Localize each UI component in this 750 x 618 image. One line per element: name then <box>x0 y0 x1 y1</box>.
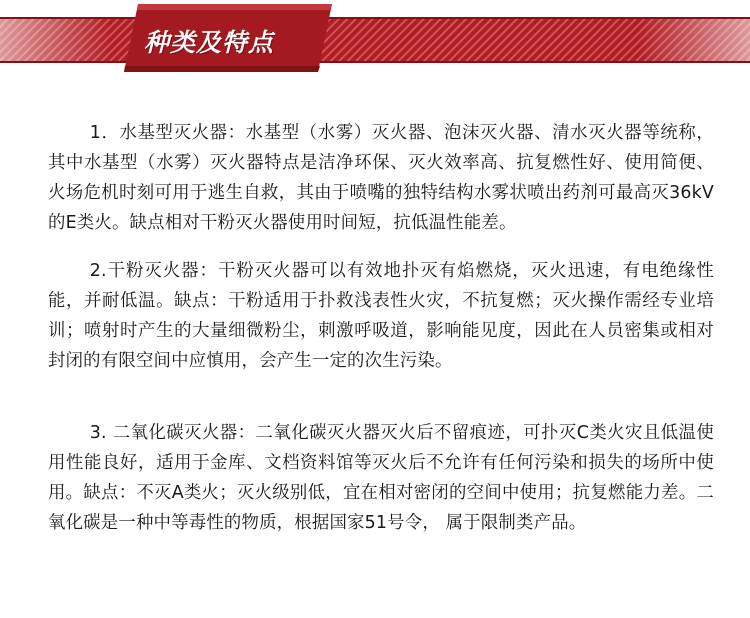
striped-band <box>0 18 750 62</box>
banner-background <box>0 0 750 78</box>
paragraph-dry-powder-extinguisher: 2.干粉灭火器：干粉灭火器可以有效地扑灭有焰燃烧，灭火迅速，有电绝缘性能，并耐低温。缺点：干粉适用于扑救浅表性火灾，不抗复燃；灭火操作需经专业培训；喷射时产生的大量细微粉尘，刺激呼吸道，影响能见度，因此在人员密集或相对封闭的有限空间中应慎用，会产生一定的次生污染。 <box>48 261 714 371</box>
paragraph-co2-extinguisher: 3. 二氧化碳灭火器：二氧化碳灭火器灭火后不留痕迹，可扑灭C类火灾且低温使用性能良好，适用于金库、文档资料馆等灭火后不允许有任何污染和损失的场所中使用。缺点：不灭A类火；灭火级别低，宜在相对密闭的空间中使用；抗复燃能力差。二氧化碳是一种中等毒性的物质，根据国家51号令， 属于限制类产品。 <box>48 423 714 533</box>
content-body <box>48 118 714 538</box>
section-title: 种类及特点 <box>144 28 275 57</box>
section-header-banner <box>0 0 750 78</box>
paragraph-water-based-extinguisher: 1．水基型灭火器：水基型（水雾）灭火器、泡沫灭火器、清水灭火器等统称，其中水基型（水雾）灭火器特点是洁净环保、灭火效率高、抗复燃性好、使用简便、火场危机时刻可用于逃生自救，其由于喷嘴的独特结构水雾状喷出药剂可最高灭36kV的E类火。缺点相对干粉灭火器使用时间短，抗低温性能差。 <box>48 123 714 233</box>
